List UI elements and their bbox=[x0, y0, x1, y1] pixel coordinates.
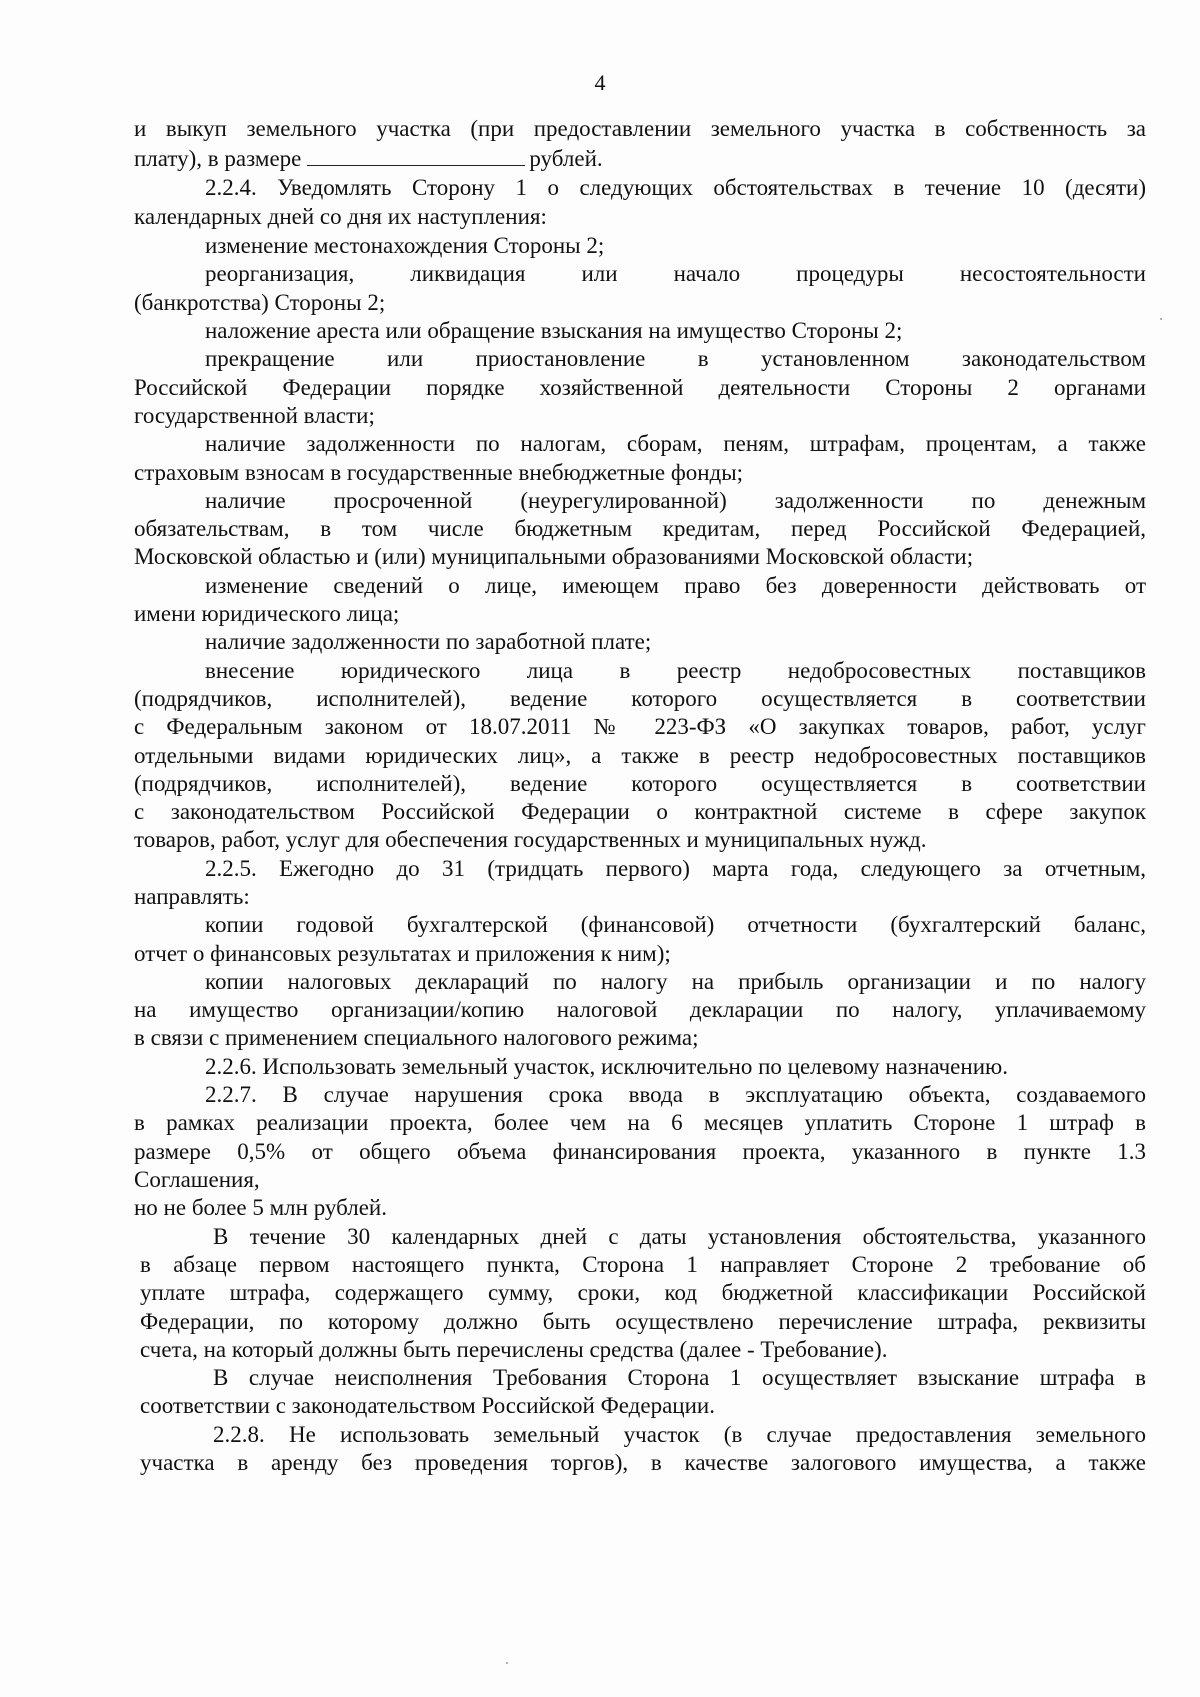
paragraph-start: В случае неисполнения Требования Сторона 1 осуществляет взыскание штрафа в bbox=[213, 1365, 1146, 1390]
blank-amount-field bbox=[307, 145, 525, 166]
text-fragment: плату), в размере bbox=[134, 146, 302, 171]
clause-2-2-5: 2.2.5. Ежегодно до 31 (тридцать первого) марта года, следующего за отчетным, bbox=[205, 856, 1146, 881]
text-line: участка в аренду без проведения торгов), в качестве залогового имущества, а также bbox=[140, 1450, 1146, 1475]
text-line: на имущество организации/копию налоговой декларации по налогу, уплачиваемому bbox=[134, 997, 1146, 1022]
text-line-with-blank bbox=[134, 144, 1146, 174]
text-line: соответствии с законодательством Российской Федерации. bbox=[140, 1393, 715, 1418]
list-item: изменение местонахождения Стороны 2; bbox=[205, 233, 605, 258]
text-line: в рамках реализации проекта, более чем на 6 месяцев уплатить Стороне 1 штраф в bbox=[134, 1110, 1146, 1135]
list-item: реорганизация, ликвидация или начало процедуры несостоятельности bbox=[205, 261, 1146, 286]
text-line: и выкуп земельного участка (при предоставлении земельного участка в собственность за bbox=[134, 116, 1146, 141]
list-item: наличие просроченной (неурегулированной) задолженности по денежным bbox=[205, 488, 1146, 513]
list-item: наличие задолженности по налогам, сборам, пеням, штрафам, процентам, а также bbox=[205, 431, 1146, 456]
text-line: товаров, работ, услуг для обеспечения государственных и муниципальных нужд. bbox=[134, 827, 927, 852]
paragraph-start: В течение 30 календарных дней с даты установления обстоятельства, указанного bbox=[213, 1224, 1146, 1249]
list-item: прекращение или приостановление в установленном законодательством bbox=[205, 346, 1146, 371]
text-line: с Федеральным законом от 18.07.2011 № 223-ФЗ «О закупках товаров, работ, услуг bbox=[134, 714, 1146, 739]
text-line: (банкротства) Стороны 2; bbox=[134, 290, 386, 315]
clause-2-2-4: 2.2.4. Уведомлять Сторону 1 о следующих обстоятельствах в течение 10 (десяти) bbox=[205, 175, 1146, 200]
scan-speck bbox=[1160, 318, 1162, 320]
text-line: Соглашения, bbox=[134, 1167, 260, 1192]
list-item: наличие задолженности по заработной плате; bbox=[205, 629, 652, 654]
text-line: в абзаце первом настоящего пункта, Сторона 1 направляет Стороне 2 требование об bbox=[140, 1252, 1146, 1277]
text-line: счета, на который должны быть перечислены средства (далее - Требование). bbox=[140, 1337, 888, 1362]
text-line: отдельными видами юридических лиц», а также в реестр недобросовестных поставщиков bbox=[134, 743, 1146, 768]
clause-2-2-7: 2.2.7. В случае нарушения срока ввода в эксплуатацию объекта, создаваемого bbox=[205, 1082, 1146, 1107]
clause-2-2-6: 2.2.6. Использовать земельный участок, исключительно по целевому назначению. bbox=[205, 1054, 1008, 1079]
text-line: государственной власти; bbox=[134, 403, 375, 428]
page-number: 4 bbox=[594, 70, 606, 95]
text-fragment: рублей. bbox=[529, 146, 603, 171]
text-line: Федерации, по которому должно быть осуществлено перечисление штрафа, реквизиты bbox=[140, 1309, 1146, 1334]
text-line: Московской областью и (или) муниципальными образованиями Московской области; bbox=[134, 544, 974, 569]
scan-speck bbox=[506, 1662, 508, 1664]
text-line: уплате штрафа, содержащего сумму, сроки, код бюджетной классификации Российской bbox=[140, 1280, 1146, 1305]
text-line: но не более 5 млн рублей. bbox=[134, 1195, 387, 1220]
list-item: изменение сведений о лице, имеющем право без доверенности действовать от bbox=[205, 573, 1146, 598]
list-item: копии годовой бухгалтерской (финансовой) отчетности (бухгалтерский баланс, bbox=[205, 912, 1146, 937]
text-line: направлять: bbox=[134, 884, 250, 909]
text-line: календарных дней со дня их наступления: bbox=[134, 204, 547, 229]
list-item: внесение юридического лица в реестр недобросовестных поставщиков bbox=[205, 658, 1146, 683]
text-line: отчет о финансовых результатах и приложения к ним); bbox=[134, 941, 671, 966]
text-line: с законодательством Российской Федерации о контрактной системе в сфере закупок bbox=[134, 799, 1146, 824]
text-line: Российской Федерации порядке хозяйственной деятельности Стороны 2 органами bbox=[134, 375, 1146, 400]
text-line: обязательствам, в том числе бюджетным кредитам, перед Российской Федерацией, bbox=[134, 516, 1146, 541]
text-line: размере 0,5% от общего объема финансирования проекта, указанного в пункте 1.3 bbox=[134, 1139, 1146, 1164]
text-line: (подрядчиков, исполнителей), ведение которого осуществляется в соответствии bbox=[134, 771, 1146, 796]
list-item: наложение ареста или обращение взыскания на имущество Стороны 2; bbox=[205, 318, 903, 343]
clause-2-2-8: 2.2.8. Не использовать земельный участок (в случае предоставления земельного bbox=[213, 1422, 1146, 1447]
list-item: копии налоговых деклараций по налогу на прибыль организации и по налогу bbox=[205, 969, 1146, 994]
text-line: в связи с применением специального налогового режима; bbox=[134, 1025, 699, 1050]
text-line: (подрядчиков, исполнителей), ведение которого осуществляется в соответствии bbox=[134, 686, 1146, 711]
text-line: страховым взносам в государственные внебюджетные фонды; bbox=[134, 460, 744, 485]
text-line: имени юридического лица; bbox=[134, 601, 400, 626]
